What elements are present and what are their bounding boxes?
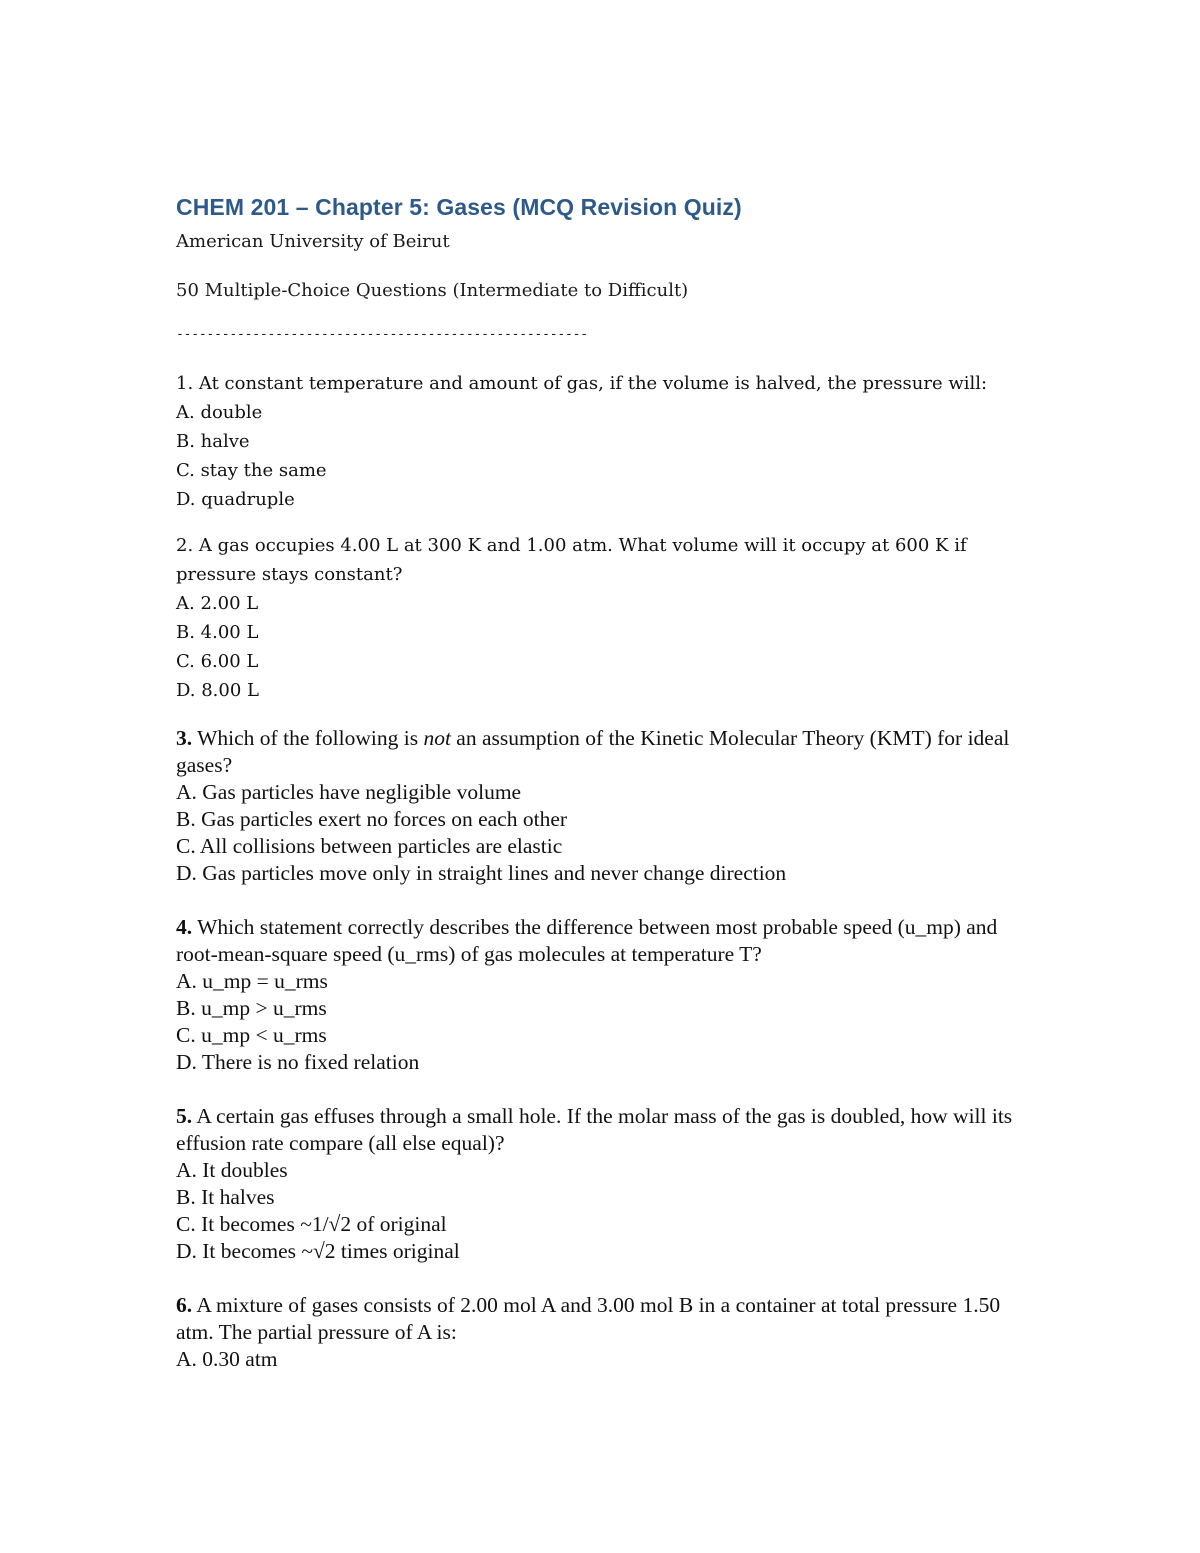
question-4 [176,914,1036,1076]
question-number: 5. [176,1104,193,1128]
answer-option-b: B. It halves [176,1185,275,1209]
question-text: A certain gas effuses through a small hole. If the molar mass of the gas is doubled, how will its effusion rate compare (all else equal)? [176,1104,1013,1155]
question-stem [176,725,1036,779]
answer-option-a: A. u_mp = u_rms [176,969,328,993]
question-stem [176,1103,1036,1157]
answer-option-d: D. Gas particles move only in straight lines and never change direction [176,861,787,885]
answer-option-a: A. double [176,402,263,423]
question-emphasis: not [423,726,451,750]
institution-name: American University of Beirut [176,231,450,252]
answer-option-d: D. 8.00 L [176,680,259,701]
question-number: 1. [176,373,194,394]
answer-option-c: C. 6.00 L [176,651,259,672]
answer-option-d: D. It becomes ~√2 times original [176,1239,460,1263]
answer-option-d: D. quadruple [176,489,295,510]
question-text: A mixture of gases consists of 2.00 mol A and 3.00 mol B in a container at total pressure 1.50 atm. The partial pressure of A is: [176,1293,1001,1344]
question-number: 2. [176,535,194,556]
document-body [176,192,1036,1373]
question-text: Which statement correctly describes the difference between most probable speed (u_mp) and root-mean-square speed (u_rms) of gas molecules at temperature T? [176,915,998,966]
question-2 [176,531,1036,705]
answer-option-a: A. It doubles [176,1158,288,1182]
question-stem [176,914,1036,968]
question-number: 4. [176,915,193,939]
answer-option-a: A. Gas particles have negligible volume [176,780,522,804]
question-1 [176,369,1036,514]
question-text-end: an assumption of the Kinetic Molecular Theory (KMT) for ideal gases? [176,726,1010,777]
question-text: A gas occupies 4.00 L at 300 K and 1.00 atm. What volume will it occupy at 600 K if pressure stays constant? [176,535,967,585]
question-stem [176,531,1036,589]
section-divider: ------------------------------------------------------ [176,327,588,342]
answer-option-c: C. u_mp < u_rms [176,1023,327,1047]
question-count-line: 50 Multiple-Choice Questions (Intermediate to Difficult) [176,280,689,301]
question-stem [176,1292,1036,1346]
document-title: CHEM 201 – Chapter 5: Gases (MCQ Revision Quiz) [176,194,742,220]
question-5 [176,1103,1036,1265]
answer-option-b: B. Gas particles exert no forces on each other [176,807,568,831]
answer-option-a: A. 2.00 L [176,593,259,614]
answer-option-b: B. 4.00 L [176,622,259,643]
question-3 [176,725,1036,887]
answer-option-b: B. halve [176,431,250,452]
answer-option-c: C. stay the same [176,460,327,481]
answer-option-d: D. There is no fixed relation [176,1050,420,1074]
answer-option-a: A. 0.30 atm [176,1347,278,1371]
question-stem [176,369,1036,398]
question-number: 3. [176,726,193,750]
answer-option-b: B. u_mp > u_rms [176,996,327,1020]
answer-option-c: C. It becomes ~1/√2 of original [176,1212,447,1236]
question-number: 6. [176,1293,193,1317]
question-text-start: Which of the following is [197,726,419,750]
question-6 [176,1292,1036,1373]
question-text: At constant temperature and amount of gas, if the volume is halved, the pressure will: [198,373,988,394]
answer-option-c: C. All collisions between particles are elastic [176,834,563,858]
